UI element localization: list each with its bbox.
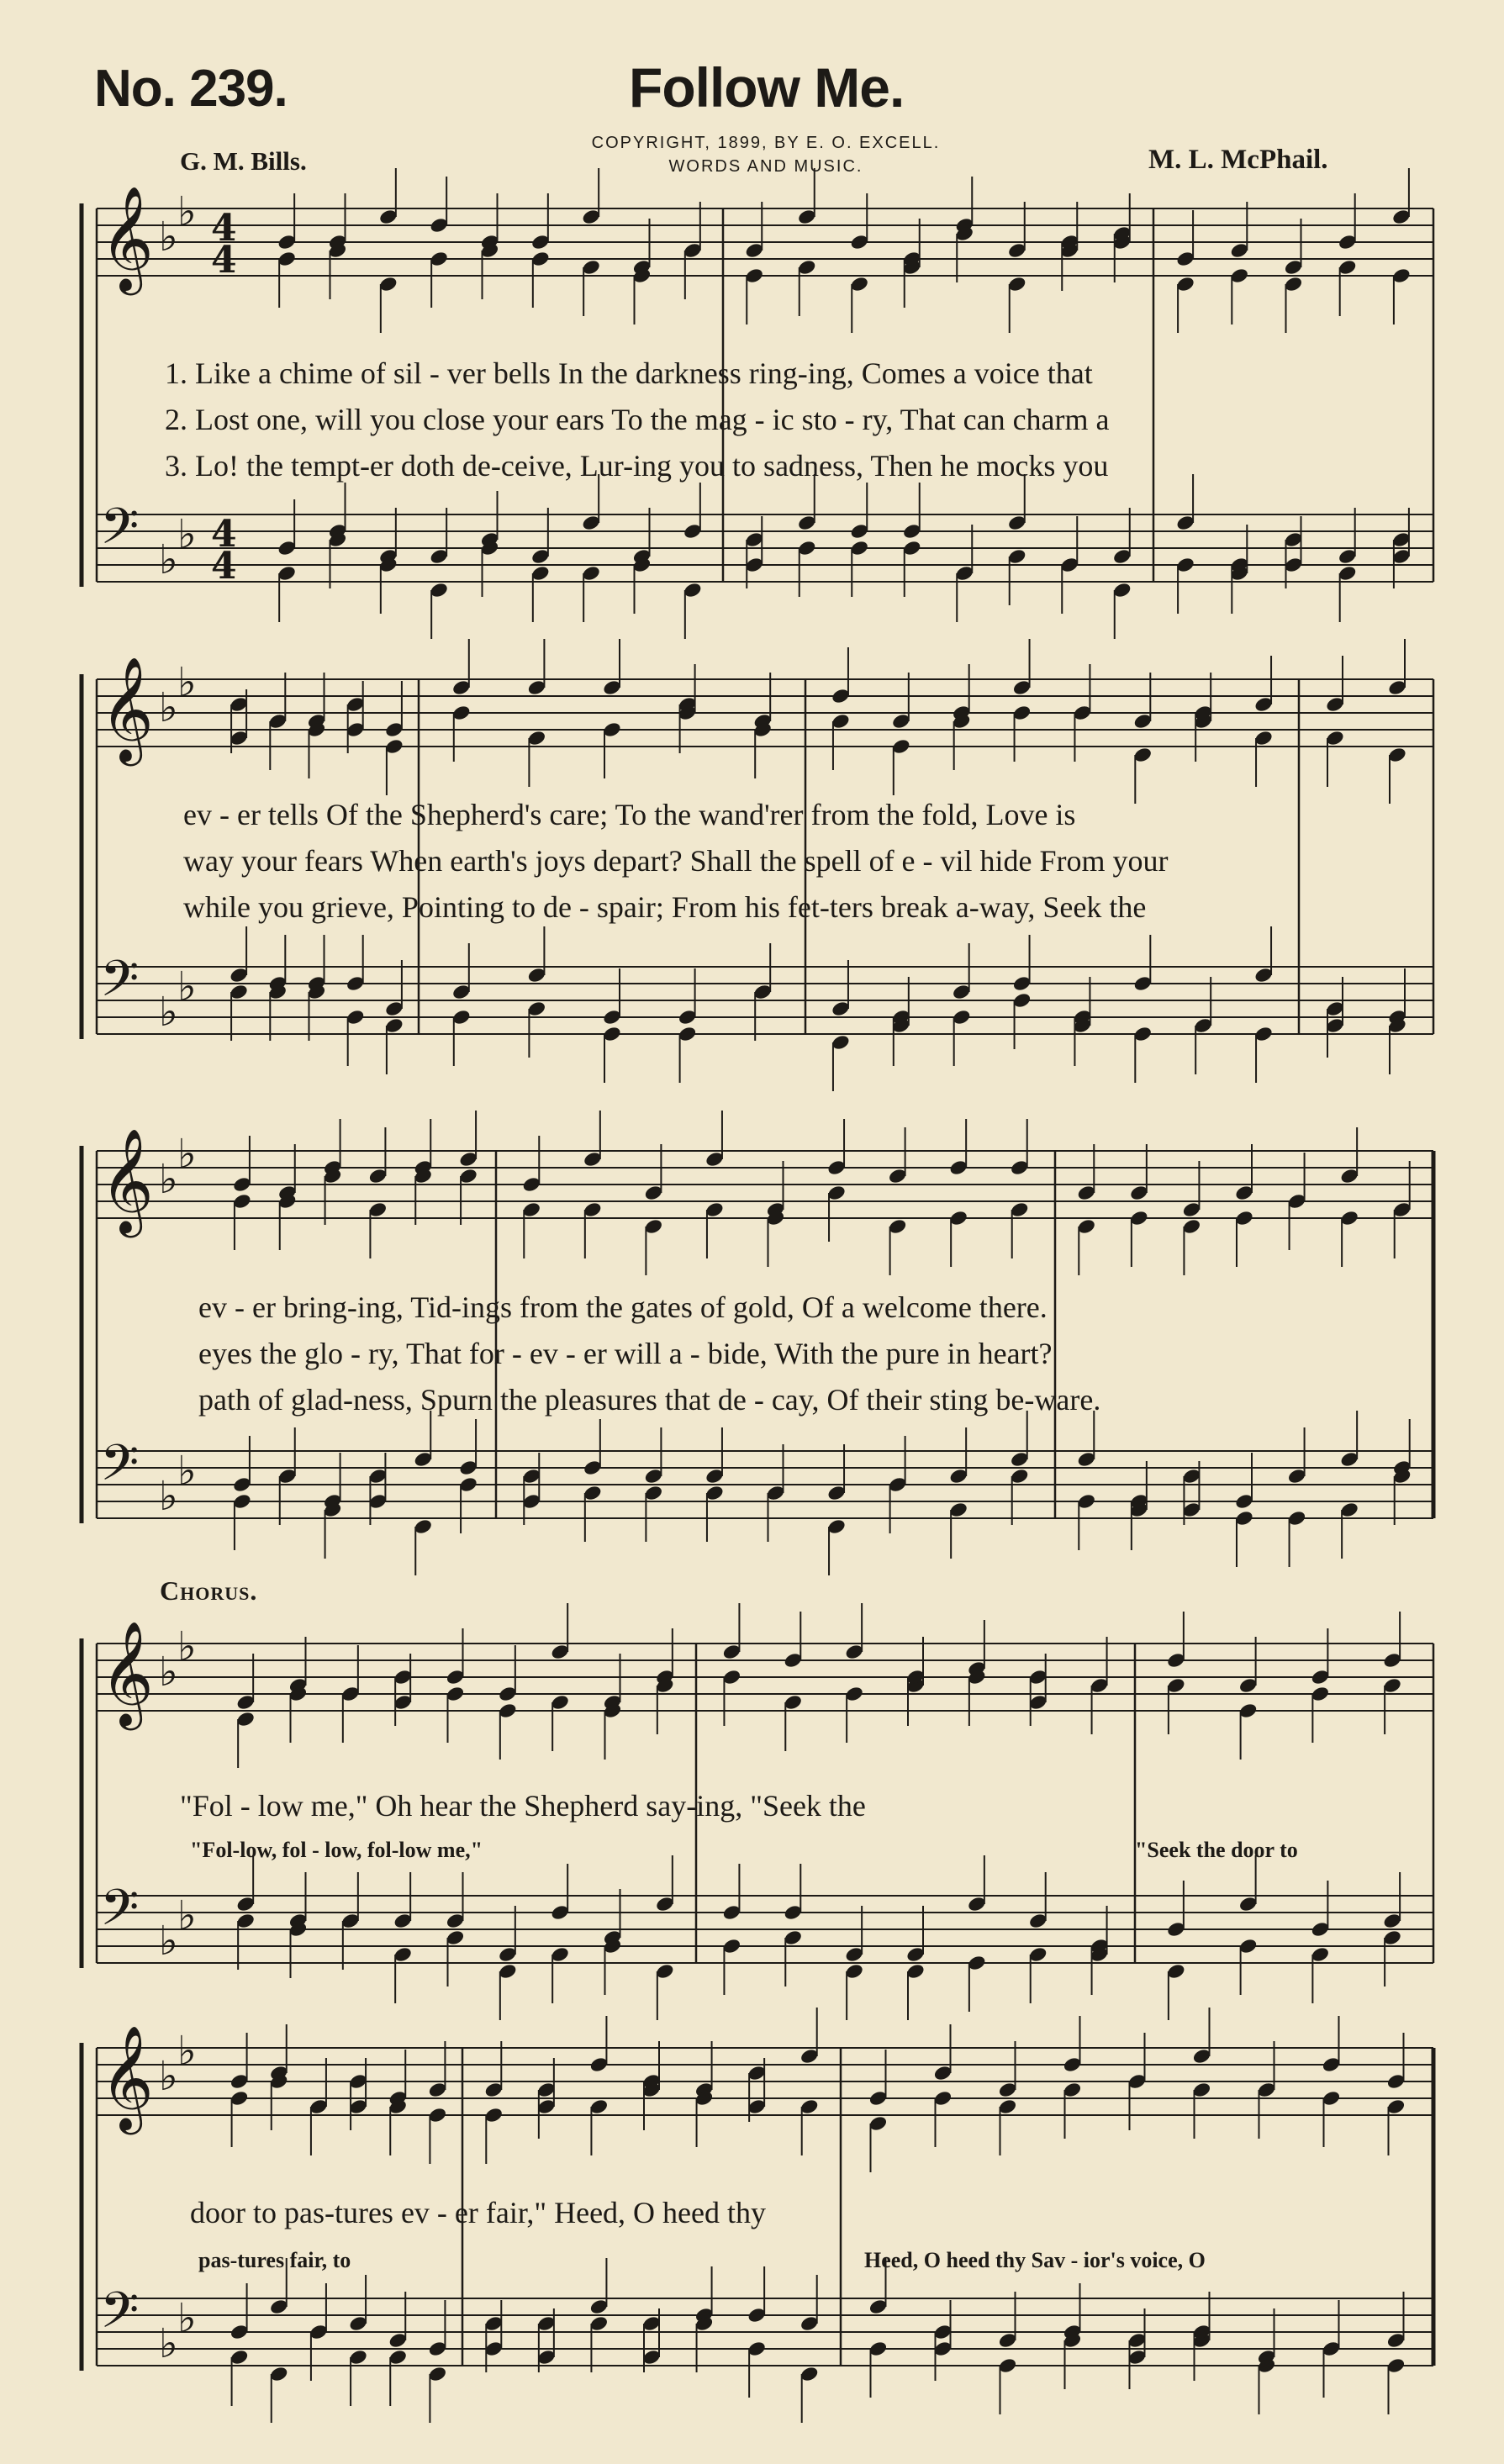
hymn-title: Follow Me.	[629, 56, 905, 119]
flat-sign-icon: ♭	[159, 214, 178, 261]
treble-clef-icon: 𝄞	[100, 2025, 154, 2130]
flat-sign-icon: ♭	[177, 1131, 197, 1178]
composer-credit: M. L. McPhail.	[1148, 145, 1328, 175]
copyright-line: WORDS AND MUSIC.	[668, 157, 863, 176]
copyright-notice	[565, 131, 967, 178]
chorus-alto-lyric: "Fol-low, fol - low, fol-low me,"	[190, 1838, 483, 1862]
flat-sign-icon: ♭	[177, 188, 197, 235]
treble-clef-icon: 𝄞	[100, 186, 154, 291]
lyric-verse-3: path of glad-ness, Spurn the pleasures that de - cay, Of their sting be-ware.	[198, 1383, 1101, 1417]
time-signature: 4	[211, 207, 237, 250]
lyric-verse-1: ev - er tells Of the Shepherd's care; To the wand'rer from the fold, Love is	[183, 798, 1076, 831]
time-signature: 4	[211, 239, 237, 282]
bass-clef-icon: 𝄢	[100, 497, 140, 567]
chorus-alto-lyric: pas-tures fair, to	[198, 2248, 351, 2272]
hymn-number: No. 239.	[94, 60, 288, 118]
flat-sign-icon: ♭	[159, 989, 178, 1036]
flat-sign-icon: ♭	[177, 1623, 197, 1670]
bass-clef-icon: 𝄢	[100, 2281, 140, 2351]
treble-clef-icon: 𝄞	[100, 1128, 154, 1233]
chorus-alto-lyric-end: Heed, O heed thy Sav - ior's voice, O	[864, 2248, 1206, 2272]
flat-sign-icon: ♭	[177, 659, 197, 706]
treble-clef-icon: 𝄞	[100, 657, 154, 762]
treble-clef-icon: 𝄞	[100, 1621, 154, 1726]
chorus-lyric: "Fol - low me," Oh hear the Shepherd say-ing, "Seek the	[180, 1789, 866, 1823]
chorus-label: Chorus.	[160, 1575, 258, 1606]
time-signature: 4	[211, 545, 237, 588]
chorus-alto-lyric-end: "Seek the door to	[1135, 1838, 1298, 1862]
lyric-verse-1: ev - er bring-ing, Tid-ings from the gates of gold, Of a welcome there.	[198, 1290, 1048, 1324]
flat-sign-icon: ♭	[159, 1649, 178, 1696]
bass-clef-icon: 𝄢	[100, 949, 140, 1020]
flat-sign-icon: ♭	[159, 2053, 178, 2100]
flat-sign-icon: ♭	[177, 1892, 197, 1939]
copyright-line: COPYRIGHT, 1899, BY E. O. EXCELL.	[591, 134, 941, 152]
author-credit: G. M. Bills.	[180, 146, 307, 176]
chorus-lyric: door to pas-tures ev - er fair," Heed, O heed thy	[190, 2196, 767, 2229]
bass-clef-icon: 𝄢	[100, 1878, 140, 1949]
flat-sign-icon: ♭	[177, 2295, 197, 2342]
lyric-verse-1: 1. Like a chime of sil - ver bells In the darkness ring-ing, Comes a voice that	[165, 356, 1093, 390]
flat-sign-icon: ♭	[177, 511, 197, 558]
flat-sign-icon: ♭	[177, 1448, 197, 1495]
flat-sign-icon: ♭	[159, 1918, 178, 1965]
time-signature: 4	[211, 513, 237, 556]
flat-sign-icon: ♭	[177, 963, 197, 1010]
flat-sign-icon: ♭	[177, 2028, 197, 2075]
flat-sign-icon: ♭	[159, 1156, 178, 1203]
lyric-verse-2: way your fears When earth's joys depart? Shall the spell of e - vil hide From your	[183, 844, 1169, 878]
flat-sign-icon: ♭	[159, 684, 178, 731]
bass-clef-icon: 𝄢	[100, 1433, 140, 1504]
flat-sign-icon: ♭	[159, 536, 178, 583]
lyric-verse-2: 2. Lost one, will you close your ears To the mag - ic sto - ry, That can charm a	[165, 403, 1110, 436]
lyric-verse-3: 3. Lo! the tempt-er doth de-ceive, Lur-ing you to sadness, Then he mocks you	[165, 449, 1109, 483]
lyric-verse-3: while you grieve, Pointing to de - spair; From his fet-ters break a-way, Seek the	[183, 890, 1147, 924]
flat-sign-icon: ♭	[159, 1473, 178, 1520]
flat-sign-icon: ♭	[159, 2320, 178, 2367]
lyric-verse-2: eyes the glo - ry, That for - ev - er will a - bide, With the pure in heart?	[198, 1337, 1053, 1370]
